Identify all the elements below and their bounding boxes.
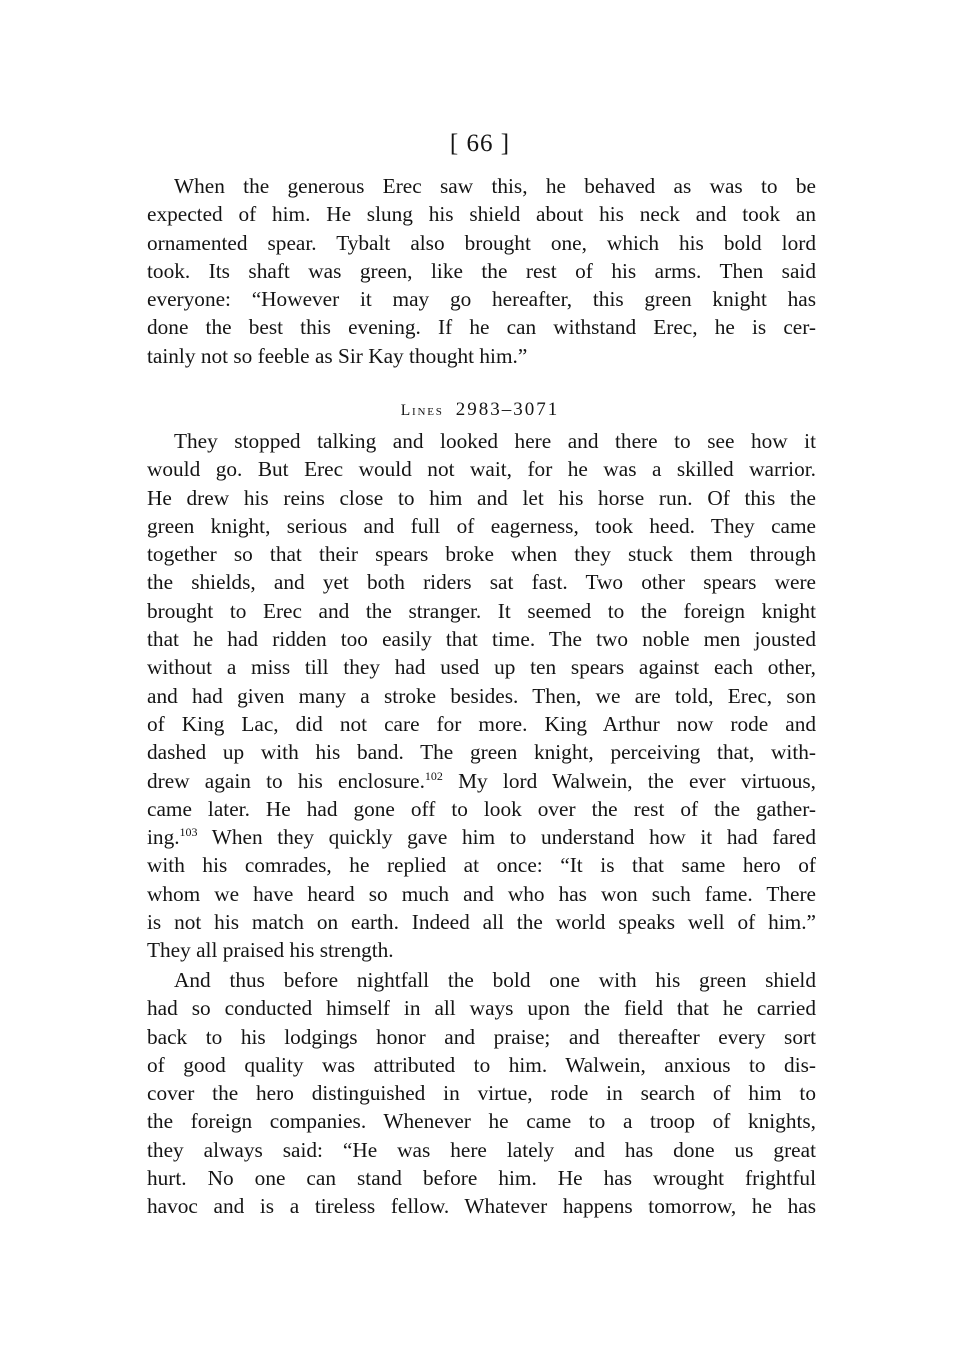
page-number: [ 66 ] (449, 130, 511, 157)
text-line: took. Its shaft was green, like the rest of his arms. Then said (147, 258, 816, 283)
footnote-marker: 103 (179, 825, 198, 840)
text-line: back to his lodgings honor and praise; and thereafter every sort (147, 1024, 816, 1049)
text-segment: My lord Walwein, the ever virtuous, (442, 768, 816, 793)
text-line: When the generous Erec saw this, he behaved as was to be (174, 174, 816, 198)
text-line: of King Lac, did not care for more. King Arthur now rode and (147, 711, 816, 736)
text-line: havoc and is a tireless fellow. Whatever happens tomorrow, he has (147, 1194, 816, 1219)
text-line: They stopped talking and looked here and there to see how it (174, 429, 816, 453)
text-segment: When they quickly gave him to understand how it had fared (197, 825, 816, 850)
text-line-with-footnote (147, 823, 816, 851)
paragraph-1 (147, 172, 816, 370)
text-line: that he had ridden too easily that time. The two noble men jousted (147, 627, 816, 652)
text-line: brought to Erec and the stranger. It seemed to the foreign knight (147, 598, 816, 623)
text-segment: drew again to his enclosure. (147, 768, 425, 793)
section-heading (0, 398, 960, 423)
text-line-with-footnote (147, 767, 816, 795)
section-heading-range: 2983–3071 (455, 399, 560, 420)
text-line: They all praised his strength. (147, 938, 394, 963)
text-segment: ing. (147, 825, 180, 850)
text-line: whom we have heard so much and who has won such fame. There (147, 881, 816, 906)
paragraph-2 (147, 427, 816, 965)
text-line: expected of him. He slung his shield about his neck and took an (147, 202, 816, 227)
paragraph-3 (147, 966, 816, 1221)
text-line: tainly not so feeble as Sir Kay thought him.” (147, 343, 528, 368)
text-line: hurt. No one can stand before him. He has wrought frightful (147, 1166, 816, 1191)
text-line: with his comrades, he replied at once: “It is that same hero of (147, 853, 816, 878)
text-line: dashed up with his band. The green knight, perceiving that, with- (147, 740, 816, 765)
text-line: had so conducted himself in all ways upon the field that he carried (147, 996, 816, 1021)
text-line: done the best this evening. If he can withstand Erec, he is cer- (147, 315, 816, 340)
text-line: is not his match on earth. Indeed all the world speaks well of him.” (147, 910, 816, 935)
text-line: ornamented spear. Tybalt also brought one, which his bold lord (147, 230, 816, 255)
text-line: green knight, serious and full of eagerness, took heed. They came (147, 513, 816, 538)
text-line: would go. But Erec would not wait, for he was a skilled warrior. (147, 457, 816, 482)
text-line: cover the hero distinguished in virtue, rode in search of him to (147, 1081, 816, 1106)
text-line: together so that their spears broke when they stuck them through (147, 542, 816, 567)
text-line: He drew his reins close to him and let his horse run. Of this the (147, 485, 816, 510)
text-line: the shields, and yet both riders sat fast. Two other spears were (147, 570, 816, 595)
text-line: came later. He had gone off to look over the rest of the gather- (147, 796, 816, 821)
text-line: without a miss till they had used up ten spears against each other, (147, 655, 816, 680)
text-line: and had given many a stroke besides. Then, we are told, Erec, son (147, 683, 816, 708)
footnote-marker: 102 (424, 768, 443, 783)
text-line: they always said: “He was here lately and has done us great (147, 1137, 816, 1162)
text-line: of good quality was attributed to him. Walwein, anxious to dis- (147, 1052, 816, 1077)
section-heading-label: Lines (400, 402, 444, 419)
text-line: the foreign companies. Whenever he came to a troop of knights, (147, 1109, 816, 1134)
text-line: everyone: “However it may go hereafter, this green knight has (147, 287, 816, 312)
text-line: And thus before nightfall the bold one with his green shield (174, 968, 816, 992)
